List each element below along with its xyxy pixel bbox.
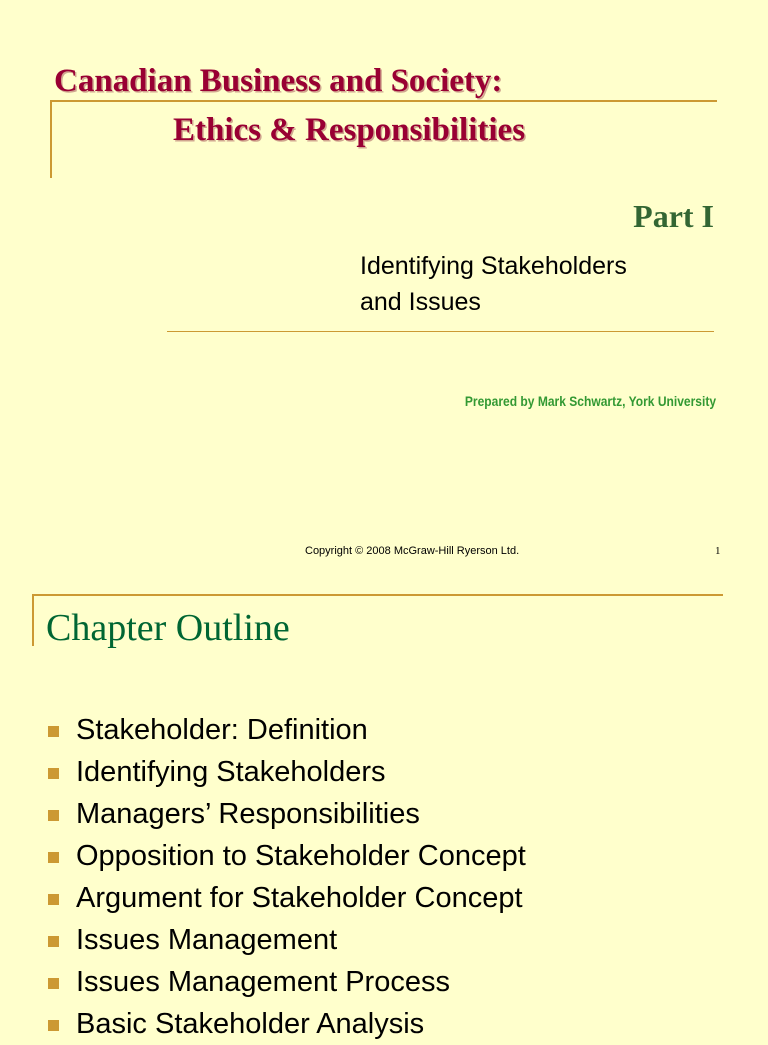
presentation-title-line-2: Ethics & Responsibilities [173,112,526,148]
presentation-title-line-1: Canadian Business and Society: [54,63,503,99]
list-item: Stakeholder: Definition [76,709,526,751]
part-label: Part I [633,198,714,234]
square-bullet-icon [48,894,59,905]
list-item: Identifying Stakeholders [76,751,526,793]
list-item: Basic Stakeholder Analysis [76,1003,526,1045]
list-item: Issues Management [76,919,526,961]
square-bullet-icon [48,768,59,779]
list-item: Issues Management Process [76,961,526,1003]
list-item: Managers’ Responsibilities [76,793,526,835]
square-bullet-icon [48,810,59,821]
square-bullet-icon [48,978,59,989]
list-item: Opposition to Stakeholder Concept [76,835,526,877]
list-item: Argument for Stakeholder Concept [76,877,526,919]
outline-vertical-rule [32,594,34,646]
subtitle-line-1: Identifying Stakeholders [360,252,627,280]
page-number: 1 [715,545,721,557]
subtitle-line-2: and Issues [360,288,481,316]
outline-list [76,709,526,1045]
subtitle-rule [167,331,714,332]
title-vertical-rule [50,100,52,178]
square-bullet-icon [48,726,59,737]
square-bullet-icon [48,936,59,947]
copyright-notice: Copyright © 2008 McGraw-Hill Ryerson Ltd. [305,545,520,557]
chapter-outline-title: Chapter Outline [46,607,290,649]
square-bullet-icon [48,852,59,863]
outline-rule [32,594,723,596]
square-bullet-icon [48,1020,59,1031]
prepared-by-credit: Prepared by Mark Schwartz, York University [464,393,716,409]
